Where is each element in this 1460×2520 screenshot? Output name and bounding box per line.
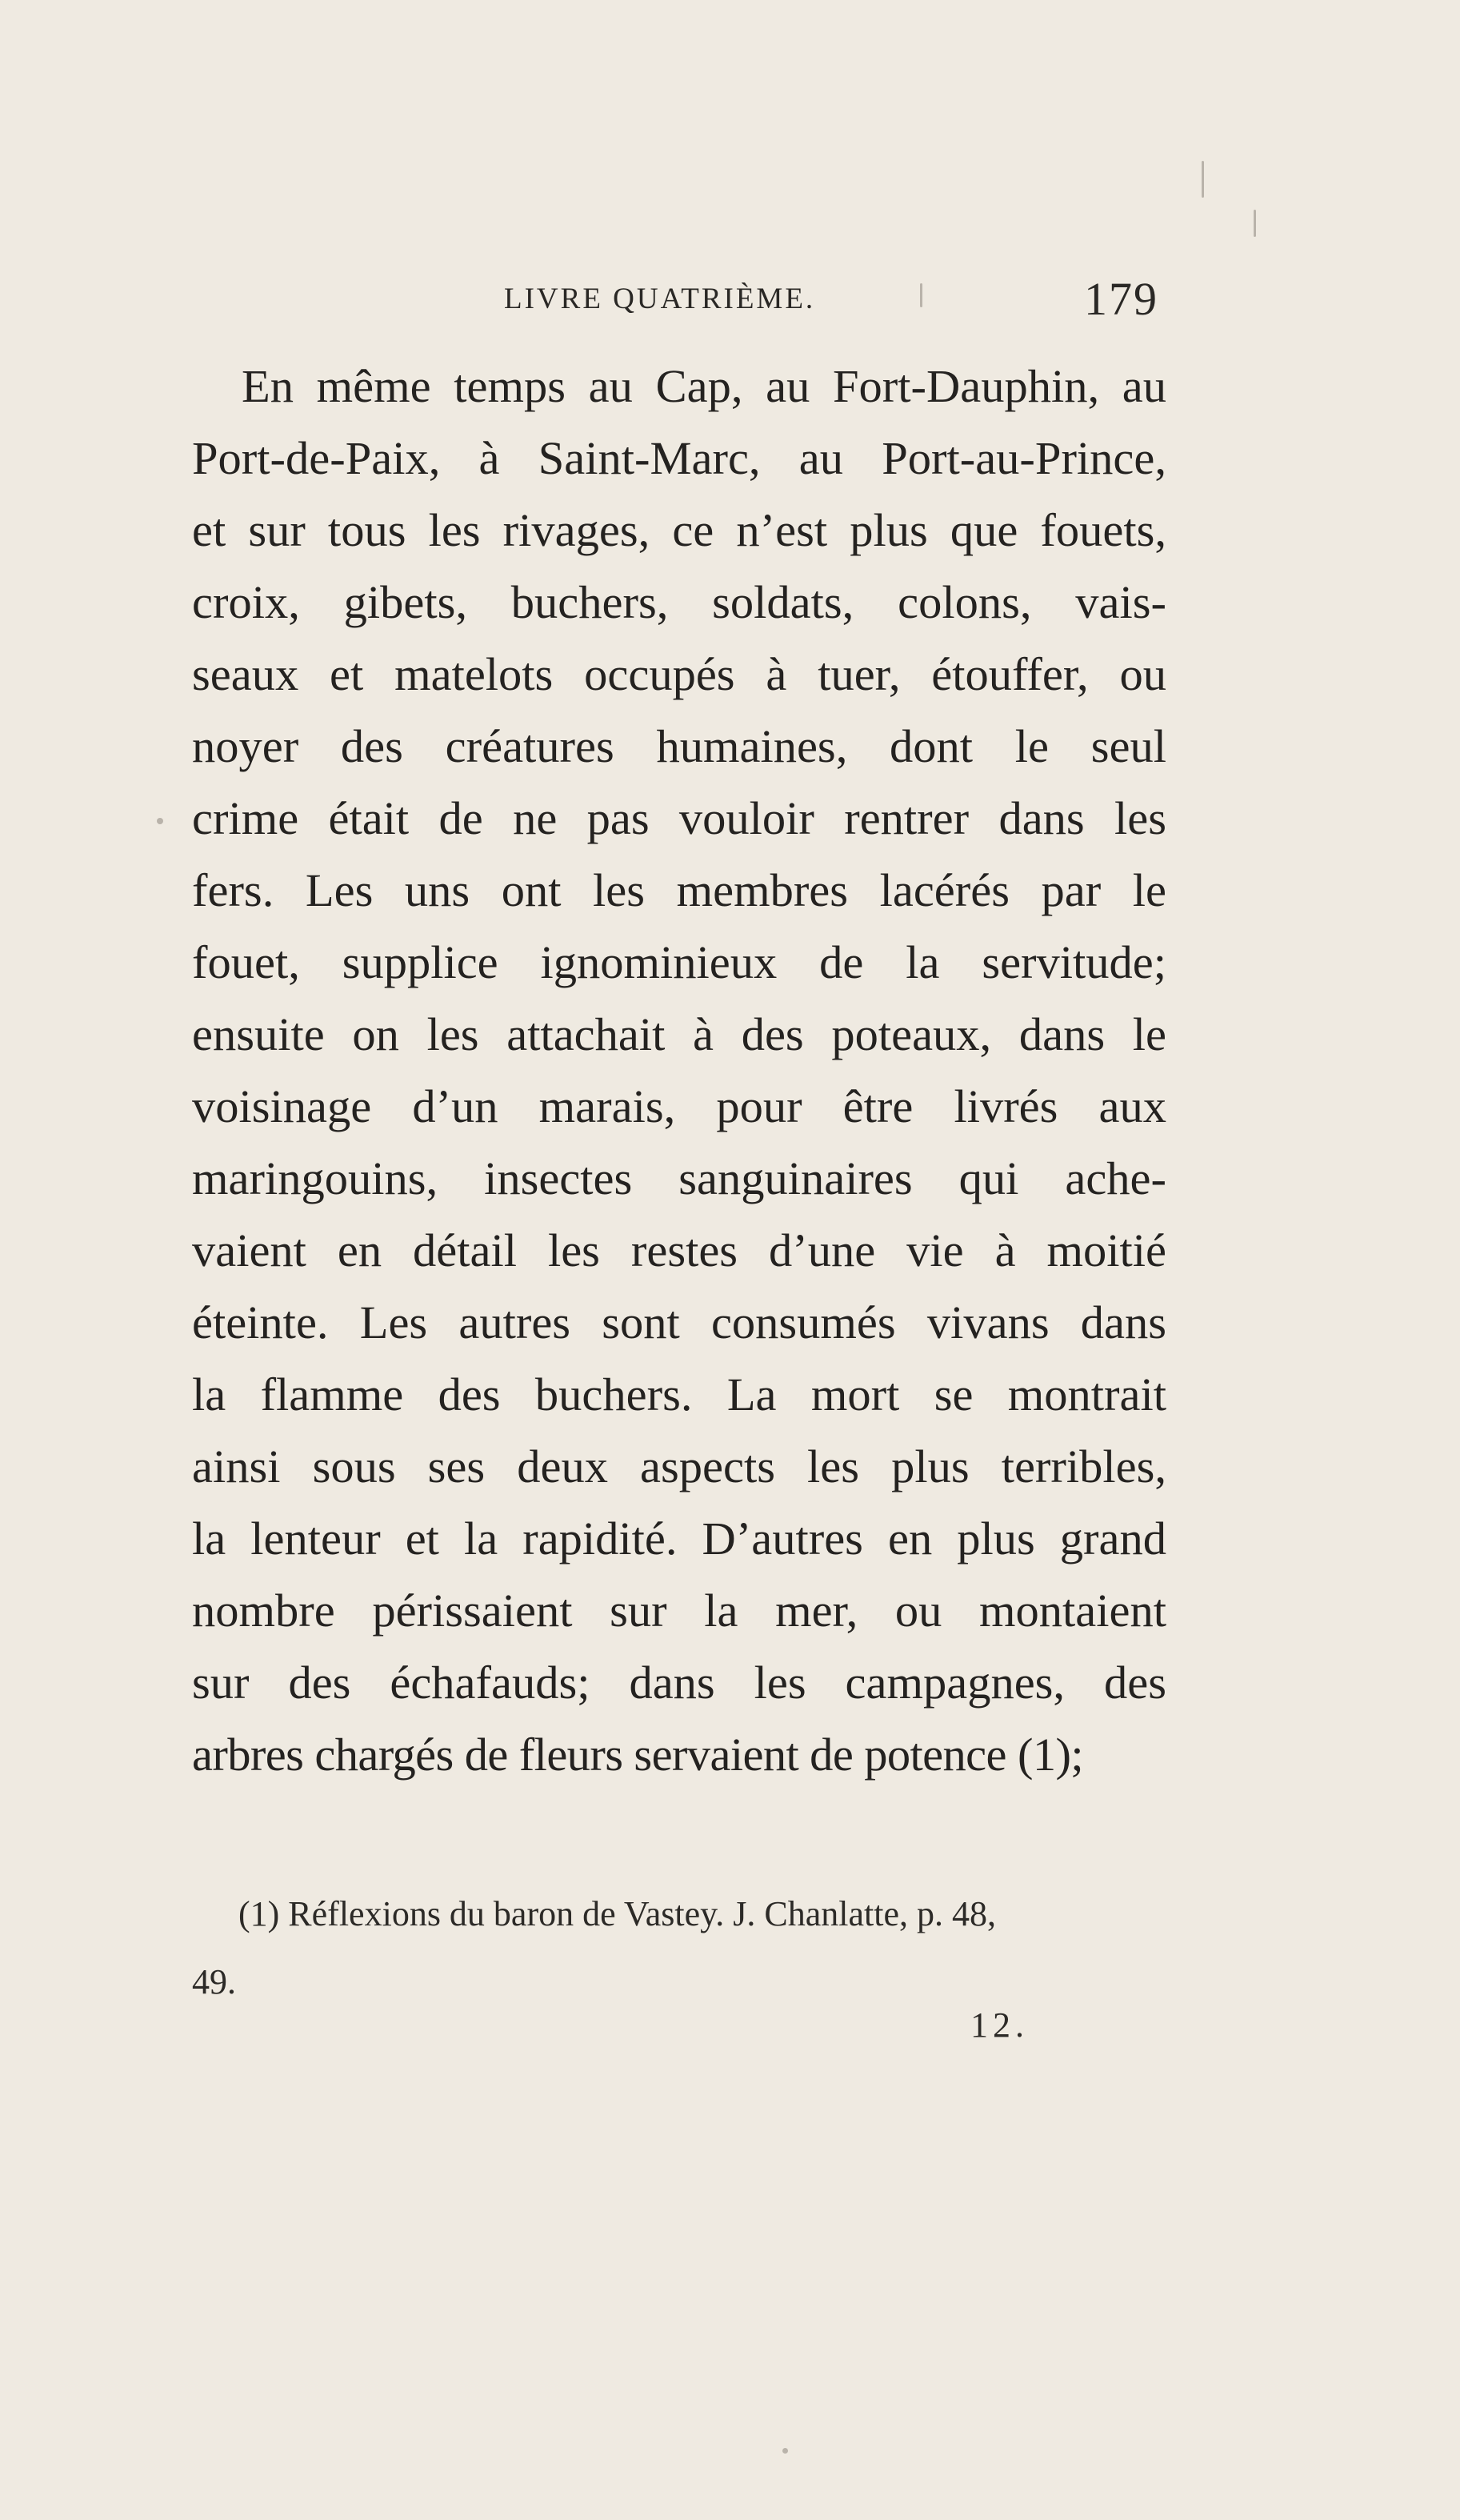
text-line: vaient en détail les restes d’une vie à moitié	[192, 1224, 1166, 1276]
text-line: noyer des créatures humaines, dont le seul	[192, 720, 1166, 772]
paper-speck	[1254, 210, 1256, 237]
text-line: crime était de ne pas vouloir rentrer dans les	[192, 792, 1166, 844]
text-line: Port-de-Paix, à Saint-Marc, au Port-au-Prince,	[192, 432, 1166, 484]
paper-speck	[782, 2448, 788, 2454]
footnote-line: (1) Réflexions du baron de Vastey. J. Chanlatte, p. 48,	[238, 1894, 997, 1933]
text-line: éteinte. Les autres sont consumés vivans dans	[192, 1296, 1166, 1348]
signature-mark: 12.	[970, 2005, 1029, 2045]
text-line: fers. Les uns ont les membres lacérés par le	[192, 864, 1166, 916]
text-line: sur des échafauds; dans les campagnes, des	[192, 1657, 1166, 1709]
text-line: fouet, supplice ignominieux de la servitude;	[192, 936, 1166, 988]
page-number: 179	[1084, 273, 1158, 325]
text-line: nombre périssaient sur la mer, ou montaient	[192, 1585, 1166, 1637]
paper-speck	[920, 283, 922, 307]
text-line: la flamme des buchers. La mort se montrait	[192, 1368, 1166, 1420]
paper-speck	[1202, 161, 1204, 198]
running-head: LIVRE QUATRIÈME.	[504, 282, 816, 315]
footnote-line: 49.	[192, 1962, 236, 2001]
text-line: la lenteur et la rapidité. D’autres en plus grand	[192, 1512, 1166, 1564]
text-line: ainsi sous ses deux aspects les plus terribles,	[192, 1440, 1166, 1492]
text-line: maringouins, insectes sanguinaires qui ache-	[192, 1152, 1166, 1204]
text-line: seaux et matelots occupés à tuer, étouffer, ou	[192, 648, 1166, 700]
text-line: En même temps au Cap, au Fort-Dauphin, au	[242, 360, 1166, 412]
text-line: ensuite on les attachait à des poteaux, dans le	[192, 1008, 1166, 1060]
paper-speck	[157, 818, 163, 824]
text-line: voisinage d’un marais, pour être livrés aux	[192, 1080, 1166, 1132]
text-line: croix, gibets, buchers, soldats, colons, vais-	[192, 576, 1166, 628]
text-line: et sur tous les rivages, ce n’est plus que fouets,	[192, 504, 1166, 556]
text-line: arbres chargés de fleurs servaient de potence (1);	[192, 1729, 1084, 1781]
